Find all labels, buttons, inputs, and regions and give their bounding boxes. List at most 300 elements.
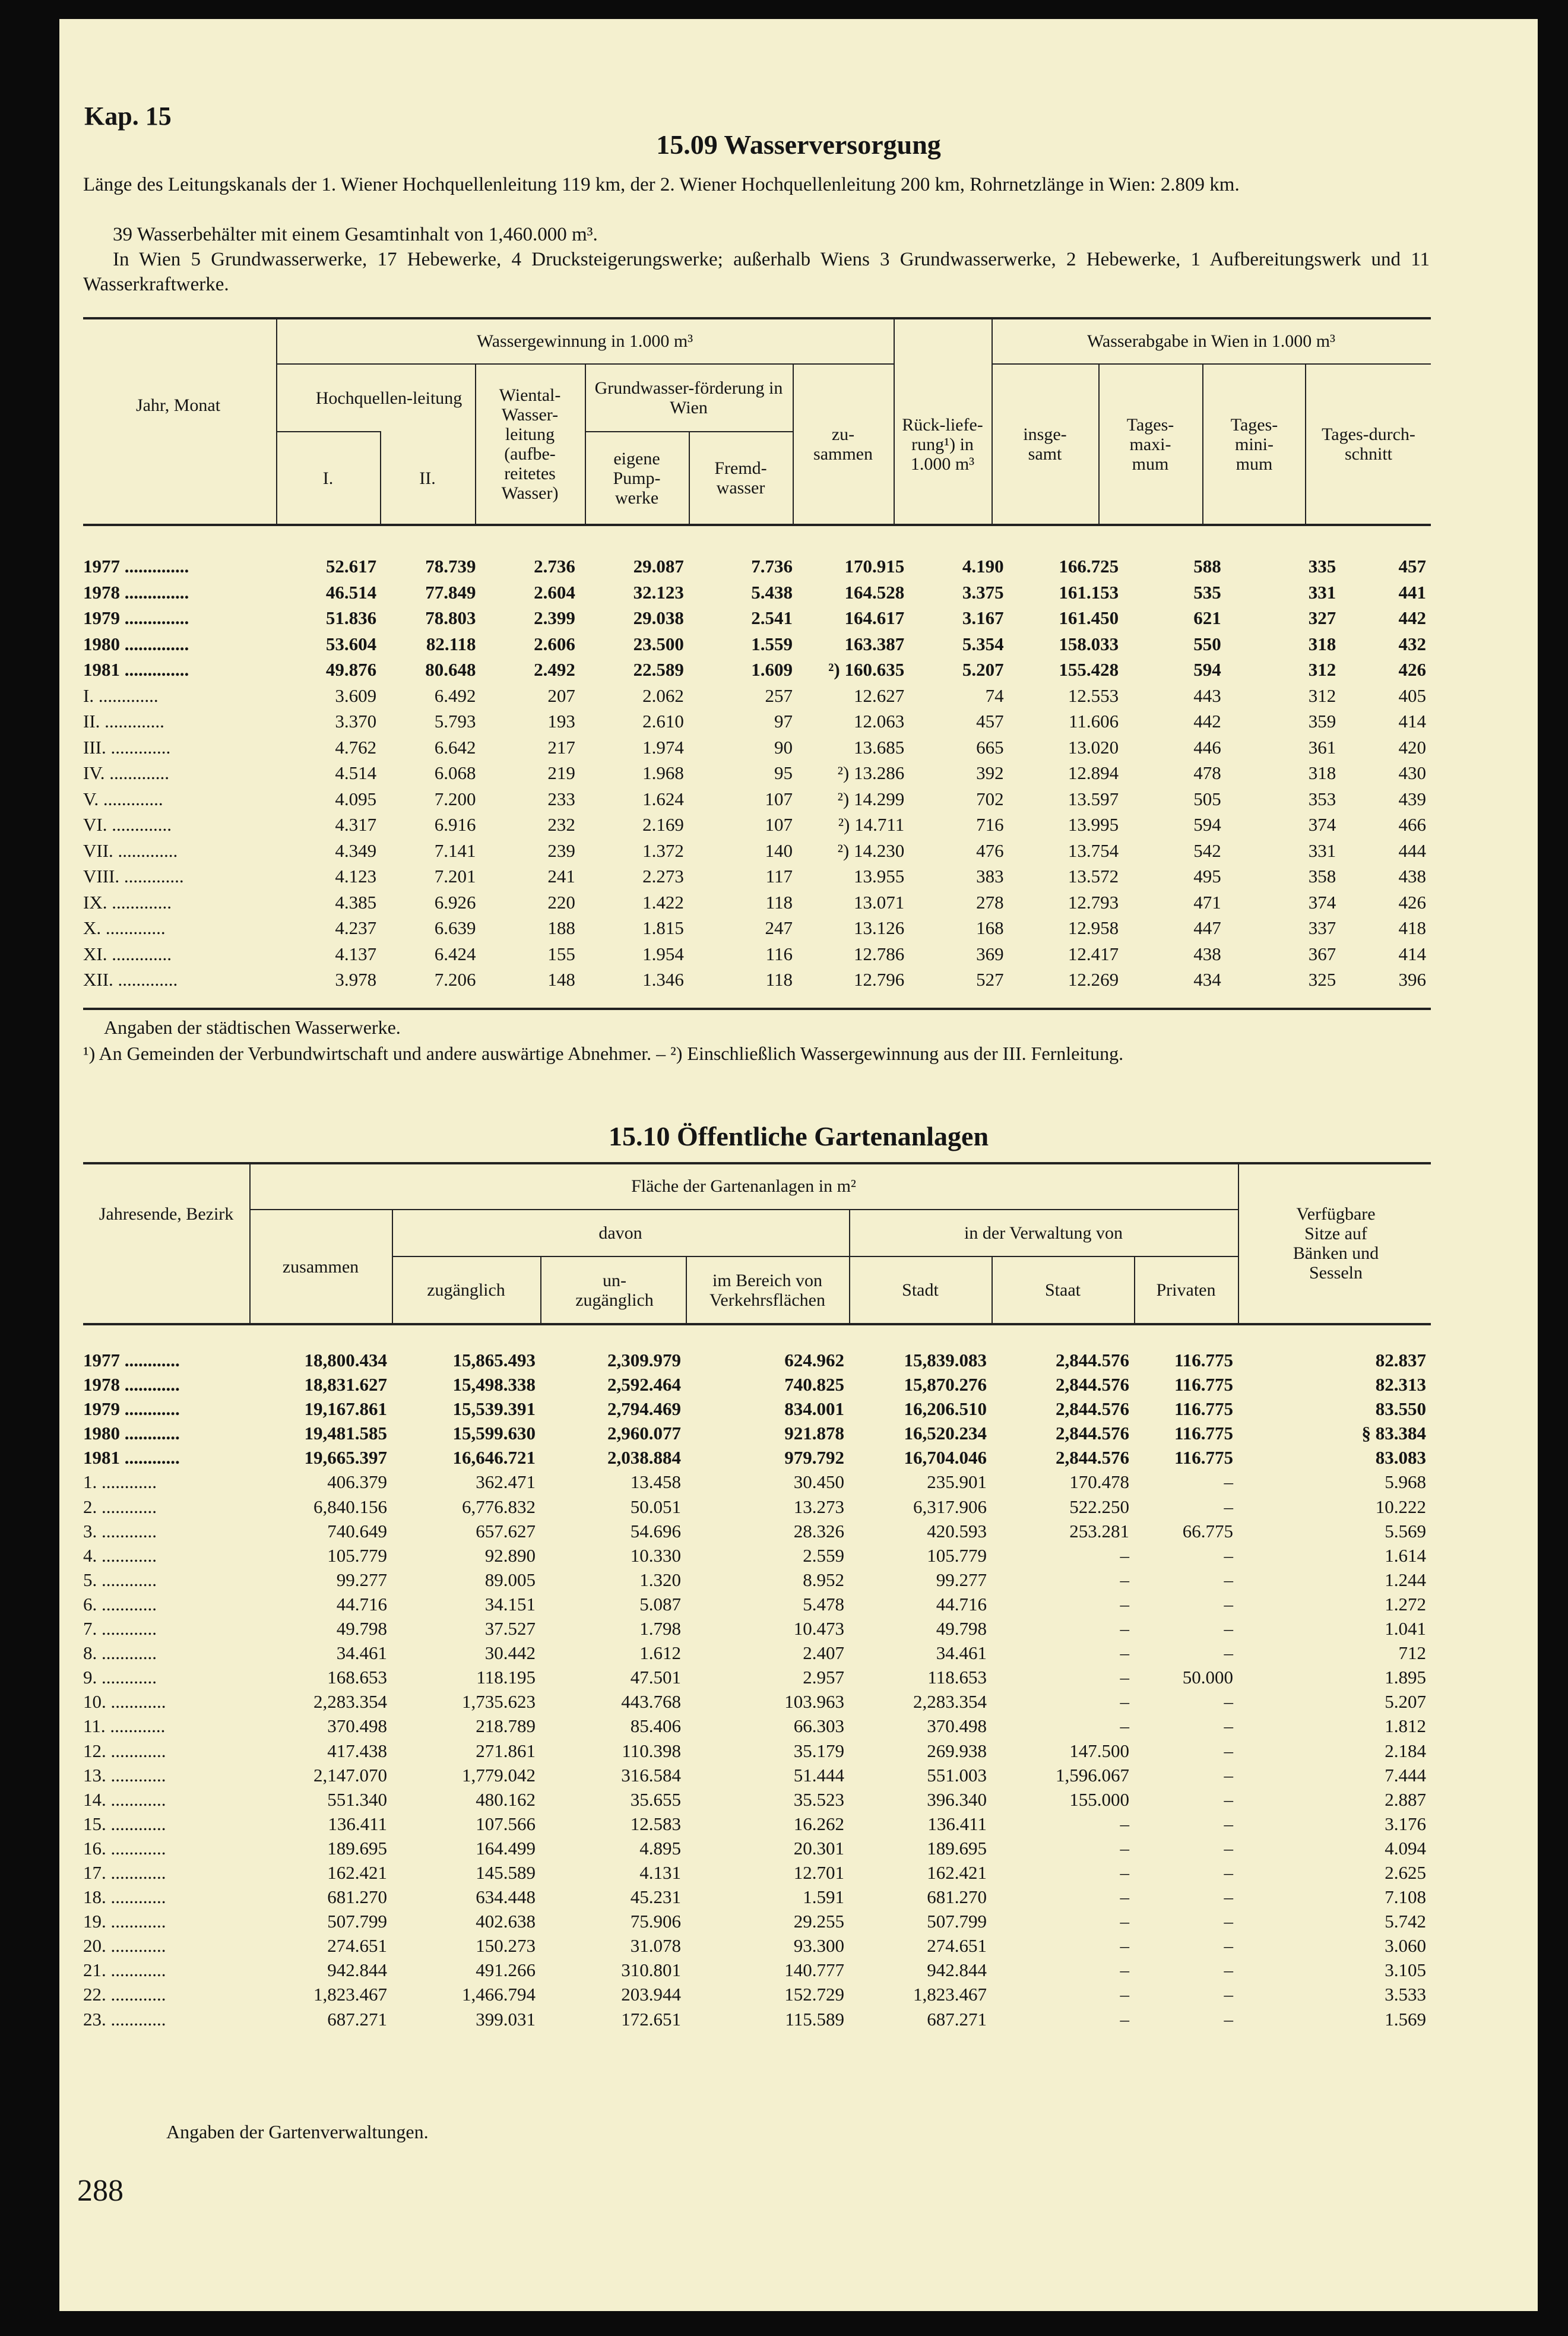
water-cell: 241 bbox=[547, 866, 575, 887]
garden-cell: 370.498 bbox=[927, 1715, 987, 1737]
garden-row-label: 1978 ............ bbox=[83, 1374, 180, 1395]
garden-cell: – bbox=[1224, 1984, 1233, 2005]
water-row bbox=[83, 967, 1431, 993]
garden-cell: 89.005 bbox=[484, 1569, 536, 1590]
water-cell: 13.071 bbox=[853, 891, 905, 913]
garden-cell: 4.895 bbox=[639, 1837, 681, 1859]
water-cell: 505 bbox=[1193, 788, 1221, 809]
garden-cell: 172.651 bbox=[621, 2008, 681, 2030]
water-cell: 312 bbox=[1308, 659, 1336, 680]
garden-cell: 15,839.083 bbox=[904, 1350, 987, 1370]
garden-cell: 85.406 bbox=[630, 1715, 681, 1737]
water-cell: 6.926 bbox=[434, 891, 476, 913]
garden-cell: 2.625 bbox=[1385, 1862, 1426, 1883]
water-cell: 7.201 bbox=[434, 866, 476, 887]
garden-cell: 7.444 bbox=[1385, 1764, 1426, 1786]
garden-row bbox=[83, 1665, 1431, 1689]
water-cell: 1.974 bbox=[642, 736, 684, 758]
water-cell: 2.606 bbox=[534, 633, 575, 654]
garden-cell: – bbox=[1120, 1715, 1129, 1737]
garden-row-label: 17. ............ bbox=[83, 1862, 166, 1883]
water-cell: 443 bbox=[1193, 685, 1221, 706]
water-col-tdurch: Tages-durch-schnitt bbox=[1322, 425, 1415, 464]
garden-cell: – bbox=[1224, 1960, 1233, 1981]
garden-cell: 1,779.042 bbox=[462, 1764, 536, 1786]
garden-table bbox=[83, 1348, 1431, 2031]
water-cell: 278 bbox=[976, 891, 1004, 913]
garden-cell: 116.775 bbox=[1174, 1350, 1233, 1370]
water-cell: 457 bbox=[976, 711, 1004, 732]
water-cell: ²) 13.286 bbox=[837, 762, 905, 783]
garden-cell: – bbox=[1120, 1667, 1129, 1688]
garden-row bbox=[83, 1763, 1431, 1787]
garden-cell: 2.887 bbox=[1385, 1789, 1426, 1810]
garden-cell: – bbox=[1224, 1813, 1233, 1834]
garden-cell: 16,704.046 bbox=[904, 1447, 987, 1468]
water-cell: 13.754 bbox=[1067, 840, 1119, 861]
garden-cell: 1,823.467 bbox=[313, 1984, 387, 2005]
garden-cell: – bbox=[1120, 1935, 1129, 1957]
garden-cell: 136.411 bbox=[927, 1813, 987, 1834]
garden-cell: 274.651 bbox=[927, 1935, 987, 1957]
garden-cell: 29.255 bbox=[793, 1911, 844, 1932]
garden-cell: 15,865.493 bbox=[452, 1350, 536, 1370]
garden-cell: 99.277 bbox=[336, 1569, 387, 1590]
water-cell: 53.604 bbox=[325, 633, 377, 654]
garden-cell: 35.523 bbox=[793, 1789, 844, 1810]
garden-cell: 402.638 bbox=[476, 1911, 536, 1932]
garden-cell: 10.222 bbox=[1375, 1496, 1426, 1517]
water-cell: 46.514 bbox=[325, 581, 377, 603]
garden-cell: 116.775 bbox=[1174, 1423, 1233, 1444]
chapter-label: Kap. 15 bbox=[84, 102, 172, 131]
garden-cell: 83.083 bbox=[1375, 1447, 1426, 1468]
water-section-title: 15.09 Wasserversorgung bbox=[656, 129, 941, 160]
water-cell: 7.200 bbox=[434, 788, 476, 809]
water-cell: 12.786 bbox=[853, 943, 905, 964]
water-cell: 542 bbox=[1193, 840, 1221, 861]
garden-cell: – bbox=[1224, 1593, 1233, 1615]
garden-cell: 1,823.467 bbox=[913, 1984, 987, 2005]
garden-cell: 35.179 bbox=[793, 1740, 844, 1761]
water-row-label: VI. ............. bbox=[83, 814, 172, 835]
water-cell: 7.206 bbox=[434, 969, 476, 990]
garden-cell: 1.591 bbox=[803, 1886, 844, 1908]
garden-cell: 150.273 bbox=[476, 1935, 536, 1957]
garden-cell: – bbox=[1224, 1886, 1233, 1908]
garden-cell: 54.696 bbox=[630, 1520, 681, 1541]
garden-cell: 31.078 bbox=[630, 1935, 681, 1957]
garden-row-label: 11. ............ bbox=[83, 1715, 166, 1737]
water-row-label: X. ............. bbox=[83, 917, 166, 938]
garden-cell: 2.559 bbox=[803, 1544, 844, 1566]
water-col-zusammen: zu-sammen bbox=[813, 425, 873, 464]
water-cell: 29.038 bbox=[633, 607, 684, 628]
garden-cell: 712 bbox=[1398, 1642, 1426, 1664]
garden-cell: 16,646.721 bbox=[452, 1447, 536, 1468]
garden-cell: 2,960.077 bbox=[607, 1423, 681, 1444]
garden-cell: 118.195 bbox=[476, 1667, 536, 1688]
water-col-rueck: Rück-liefe-rung¹) in 1.000 m³ bbox=[902, 414, 983, 474]
water-cell: 1.954 bbox=[642, 943, 684, 964]
water-cell: 2.399 bbox=[534, 607, 575, 628]
garden-cell: 399.031 bbox=[476, 2008, 536, 2030]
water-col-wiental: Wiental-Wasser-leitung (aufbe-reitetes Wasser) bbox=[499, 385, 561, 503]
water-col-tmax: Tages-maxi-mum bbox=[1126, 414, 1174, 474]
water-cell: 13.020 bbox=[1067, 736, 1119, 758]
garden-cell: 2,844.576 bbox=[1056, 1350, 1129, 1370]
water-cell: 12.627 bbox=[853, 685, 905, 706]
water-cell: 414 bbox=[1398, 711, 1426, 732]
water-col-fremd: Fremd-wasser bbox=[714, 458, 767, 498]
garden-cell: 1.798 bbox=[639, 1618, 681, 1639]
garden-col-stadt: Stadt bbox=[902, 1280, 939, 1300]
water-cell: 74 bbox=[985, 685, 1004, 706]
water-cell: 527 bbox=[976, 969, 1004, 990]
water-cell: 439 bbox=[1398, 788, 1426, 809]
garden-cell: 1.812 bbox=[1385, 1715, 1426, 1737]
water-cell: 327 bbox=[1308, 607, 1336, 628]
water-cell: 29.087 bbox=[633, 556, 684, 577]
garden-cell: 16.262 bbox=[793, 1813, 844, 1834]
water-cell: 51.836 bbox=[325, 607, 377, 628]
water-cell: 588 bbox=[1193, 556, 1221, 577]
water-col-grundwasser: Grundwasser-förderung in Wien bbox=[594, 378, 783, 417]
water-cell: 82.118 bbox=[426, 633, 476, 654]
garden-cell: 140.777 bbox=[784, 1960, 844, 1981]
water-col-jahr: Jahr, Monat bbox=[135, 395, 221, 415]
water-cell: 1.372 bbox=[642, 840, 684, 861]
garden-cell: – bbox=[1224, 1911, 1233, 1932]
garden-row-label: 7. ............ bbox=[83, 1618, 157, 1639]
water-cell: 621 bbox=[1193, 607, 1221, 628]
garden-col-verkehr: im Bereich von Verkehrsflächen bbox=[709, 1270, 825, 1310]
water-cell: 5.354 bbox=[962, 633, 1004, 654]
garden-cell: 316.584 bbox=[621, 1764, 681, 1786]
water-cell: 318 bbox=[1308, 633, 1336, 654]
water-cell: ²) 14.299 bbox=[837, 788, 905, 809]
water-cell: 78.803 bbox=[425, 607, 476, 628]
garden-cell: 147.500 bbox=[1069, 1740, 1129, 1761]
water-row-label: III. ............. bbox=[83, 736, 171, 758]
water-cell: 4.385 bbox=[335, 891, 377, 913]
garden-row bbox=[83, 1421, 1431, 1445]
garden-cell: 1,735.623 bbox=[462, 1691, 536, 1713]
water-cell: 6.916 bbox=[434, 814, 476, 835]
garden-cell: 396.340 bbox=[927, 1789, 987, 1810]
water-cell: 13.572 bbox=[1067, 866, 1119, 887]
garden-col-flaeche: Fläche der Gartenanlagen in m² bbox=[631, 1176, 856, 1196]
garden-row-label: 16. ............ bbox=[83, 1837, 166, 1859]
water-cell: 444 bbox=[1398, 840, 1426, 861]
water-cell: 247 bbox=[765, 917, 793, 938]
garden-cell: 2.407 bbox=[803, 1642, 844, 1664]
garden-cell: – bbox=[1120, 1618, 1129, 1639]
garden-cell: 406.379 bbox=[327, 1471, 387, 1493]
garden-col-bezirk: Jahresende, Bezirk bbox=[99, 1204, 234, 1224]
water-cell: 466 bbox=[1398, 814, 1426, 835]
garden-cell: 15,599.630 bbox=[452, 1423, 536, 1444]
garden-row-label: 21. ............ bbox=[83, 1960, 166, 1981]
water-cell: 80.648 bbox=[425, 659, 476, 680]
garden-col-verwaltung: in der Verwaltung von bbox=[964, 1223, 1123, 1243]
garden-row-label: 4. ............ bbox=[83, 1544, 157, 1566]
water-cell: 331 bbox=[1308, 581, 1336, 603]
garden-cell: 162.421 bbox=[327, 1862, 387, 1883]
water-cell: 2.736 bbox=[534, 556, 575, 577]
garden-row bbox=[83, 1958, 1431, 1982]
water-cell: 430 bbox=[1398, 762, 1426, 783]
water-cell: 170.915 bbox=[844, 556, 905, 577]
garden-cell: 10.473 bbox=[793, 1618, 844, 1639]
garden-cell: 44.716 bbox=[336, 1593, 387, 1615]
water-cell: 12.796 bbox=[853, 969, 905, 990]
water-row-label: IV. ............. bbox=[83, 762, 169, 783]
water-cell: 318 bbox=[1308, 762, 1336, 783]
water-cell: 116 bbox=[765, 943, 793, 964]
garden-cell: 2,844.576 bbox=[1056, 1374, 1129, 1395]
garden-cell: 657.627 bbox=[476, 1520, 536, 1541]
garden-cell: 551.003 bbox=[927, 1764, 987, 1786]
garden-cell: 45.231 bbox=[630, 1886, 681, 1908]
garden-cell: 1.569 bbox=[1385, 2008, 1426, 2030]
garden-cell: 5.569 bbox=[1385, 1520, 1426, 1541]
water-row-label: 1977 .............. bbox=[83, 556, 189, 577]
garden-cell: 116.775 bbox=[1174, 1374, 1233, 1395]
water-row bbox=[83, 605, 1431, 631]
garden-cell: 624.962 bbox=[784, 1350, 844, 1370]
water-cell: 4.762 bbox=[335, 736, 377, 758]
water-cell: 374 bbox=[1308, 891, 1336, 913]
water-cell: 168 bbox=[976, 917, 1004, 938]
water-cell: 207 bbox=[547, 685, 575, 706]
garden-cell: 105.779 bbox=[327, 1544, 387, 1566]
garden-cell: 271.861 bbox=[476, 1740, 536, 1761]
water-cell: 358 bbox=[1308, 866, 1336, 887]
water-cell: 95 bbox=[774, 762, 793, 783]
water-cell: 4.514 bbox=[335, 762, 377, 783]
water-row-label: 1978 .............. bbox=[83, 581, 189, 603]
garden-cell: 5.742 bbox=[1385, 1911, 1426, 1932]
water-cell: 155.428 bbox=[1059, 659, 1119, 680]
garden-cell: 75.906 bbox=[630, 1911, 681, 1932]
water-cell: 353 bbox=[1308, 788, 1336, 809]
garden-cell: – bbox=[1120, 1984, 1129, 2005]
water-col-eigene: eigene Pump-werke bbox=[613, 448, 661, 508]
water-cell: 90 bbox=[774, 736, 793, 758]
garden-cell: – bbox=[1120, 2008, 1129, 2030]
water-cell: 6.642 bbox=[434, 736, 476, 758]
water-row-label: XI. ............. bbox=[83, 943, 172, 964]
garden-cell: 2,038.884 bbox=[607, 1447, 681, 1468]
garden-cell: 687.271 bbox=[327, 2008, 387, 2030]
garden-col-staat: Staat bbox=[1045, 1280, 1081, 1300]
garden-cell: 92.890 bbox=[484, 1544, 536, 1566]
garden-cell: 2,794.469 bbox=[607, 1398, 681, 1420]
garden-cell: 310.801 bbox=[621, 1960, 681, 1981]
garden-cell: 34.461 bbox=[336, 1642, 387, 1664]
garden-cell: – bbox=[1224, 1691, 1233, 1713]
water-col-insgesamt: insge-samt bbox=[1023, 425, 1067, 464]
water-cell: 434 bbox=[1193, 969, 1221, 990]
water-cell: 446 bbox=[1193, 736, 1221, 758]
water-cell: 4.317 bbox=[335, 814, 377, 835]
water-row-label: 1981 .............. bbox=[83, 659, 189, 680]
garden-row bbox=[83, 1372, 1431, 1397]
water-cell: 23.500 bbox=[633, 633, 684, 654]
garden-cell: 35.655 bbox=[630, 1789, 681, 1810]
water-cell: 97 bbox=[774, 711, 793, 732]
water-cell: 164.528 bbox=[844, 581, 905, 603]
water-row bbox=[83, 941, 1431, 967]
water-cell: 193 bbox=[547, 711, 575, 732]
water-cell: 118 bbox=[765, 969, 793, 990]
water-cell: 12.417 bbox=[1067, 943, 1119, 964]
garden-cell: – bbox=[1224, 1544, 1233, 1566]
garden-row bbox=[83, 1714, 1431, 1738]
water-cell: 4.237 bbox=[335, 917, 377, 938]
water-cell: 219 bbox=[547, 762, 575, 783]
water-cell: 535 bbox=[1193, 581, 1221, 603]
water-cell: 383 bbox=[976, 866, 1004, 887]
water-cell: 312 bbox=[1308, 685, 1336, 706]
garden-cell: 420.593 bbox=[927, 1520, 987, 1541]
garden-cell: 2,309.979 bbox=[607, 1350, 681, 1370]
water-cell: 6.492 bbox=[434, 685, 476, 706]
garden-cell: 253.281 bbox=[1069, 1520, 1129, 1541]
garden-col-davon: davon bbox=[598, 1223, 642, 1243]
water-col-gewinnung: Wassergewinnung in 1.000 m³ bbox=[476, 331, 693, 351]
water-cell: 6.424 bbox=[434, 943, 476, 964]
garden-cell: – bbox=[1120, 1911, 1129, 1932]
garden-row bbox=[83, 1592, 1431, 1616]
water-intro-3: In Wien 5 Grundwasserwerke, 17 Hebewerke, 4 Drucksteigerungswerke; außerhalb Wiens 3 Grundwasserwerke, 2 Hebewerke, 1 Aufbereitungswerk und 11 Wasserkraftwerke. bbox=[83, 249, 1430, 295]
water-cell: 188 bbox=[547, 917, 575, 938]
water-cell: 2.492 bbox=[534, 659, 575, 680]
water-cell: 164.617 bbox=[844, 607, 905, 628]
garden-cell: 18,831.627 bbox=[304, 1374, 387, 1395]
water-row-label: VII. ............. bbox=[83, 840, 178, 861]
water-cell: 4.123 bbox=[335, 866, 377, 887]
water-cell: 3.375 bbox=[962, 581, 1004, 603]
water-cell: 2.604 bbox=[534, 581, 575, 603]
water-cell: 2.610 bbox=[642, 711, 684, 732]
garden-cell: 170.478 bbox=[1069, 1471, 1129, 1493]
water-cell: 426 bbox=[1398, 659, 1426, 680]
water-cell: 32.123 bbox=[633, 581, 684, 603]
garden-row bbox=[83, 2007, 1431, 2031]
garden-cell: 942.844 bbox=[927, 1960, 987, 1981]
water-row bbox=[83, 580, 1431, 606]
water-cell: 495 bbox=[1193, 866, 1221, 887]
garden-row-label: 15. ............ bbox=[83, 1813, 166, 1834]
garden-cell: 116.775 bbox=[1174, 1398, 1233, 1420]
garden-row-label: 10. ............ bbox=[83, 1691, 166, 1713]
water-cell: 3.609 bbox=[335, 685, 377, 706]
water-footnote: ¹) An Gemeinden der Verbundwirtschaft und andere auswärtige Abnehmer. – ²) Einschließlich Wassergewinnung aus der III. Fernleitung. bbox=[83, 1043, 1124, 1064]
garden-cell: 19,481.585 bbox=[304, 1423, 387, 1444]
water-cell: 3.167 bbox=[962, 607, 1004, 628]
garden-cell: 47.501 bbox=[630, 1667, 681, 1688]
garden-cell: – bbox=[1224, 1740, 1233, 1761]
water-cell: 702 bbox=[976, 788, 1004, 809]
garden-cell: 83.550 bbox=[1375, 1398, 1426, 1420]
garden-cell: 189.695 bbox=[927, 1837, 987, 1859]
water-cell: 4.190 bbox=[962, 556, 1004, 577]
garden-cell: 110.398 bbox=[622, 1740, 681, 1761]
garden-cell: 2.957 bbox=[803, 1667, 844, 1688]
garden-cell: 99.277 bbox=[936, 1569, 987, 1590]
garden-row-label: 19. ............ bbox=[83, 1911, 166, 1932]
water-row bbox=[83, 553, 1431, 580]
garden-cell: – bbox=[1224, 1569, 1233, 1590]
water-row bbox=[83, 735, 1431, 761]
garden-row bbox=[83, 1787, 1431, 1812]
garden-cell: – bbox=[1224, 1642, 1233, 1664]
water-cell: 163.387 bbox=[844, 633, 905, 654]
water-cell: 155 bbox=[547, 943, 575, 964]
garden-cell: 634.448 bbox=[476, 1886, 536, 1908]
water-cell: 1.815 bbox=[642, 917, 684, 938]
garden-cell: 3.060 bbox=[1385, 1935, 1426, 1957]
garden-cell: 362.471 bbox=[476, 1471, 536, 1493]
garden-cell: 1.320 bbox=[639, 1569, 681, 1590]
water-cell: 1.624 bbox=[642, 788, 684, 809]
garden-cell: 480.162 bbox=[476, 1789, 536, 1810]
garden-section-title: 15.10 Öffentliche Gartenanlagen bbox=[608, 1121, 989, 1151]
garden-row bbox=[83, 1836, 1431, 1860]
garden-cell: 16,206.510 bbox=[904, 1398, 987, 1420]
garden-row-label: 13. ............ bbox=[83, 1764, 166, 1786]
garden-cell: 5.207 bbox=[1385, 1691, 1426, 1713]
page-number: 288 bbox=[77, 2174, 123, 2208]
water-col-h1: I. bbox=[322, 468, 334, 488]
water-cell: 22.589 bbox=[633, 659, 684, 680]
garden-row bbox=[83, 1397, 1431, 1421]
garden-cell: – bbox=[1224, 1862, 1233, 1883]
water-cell: 13.597 bbox=[1067, 788, 1119, 809]
garden-cell: 20.301 bbox=[793, 1837, 844, 1859]
garden-cell: 218.789 bbox=[476, 1715, 536, 1737]
garden-cell: 687.271 bbox=[927, 2008, 987, 2030]
garden-cell: 274.651 bbox=[327, 1935, 387, 1957]
garden-cell: 12.701 bbox=[793, 1862, 844, 1883]
water-cell: 438 bbox=[1193, 943, 1221, 964]
water-cell: 117 bbox=[765, 866, 793, 887]
garden-cell: § 83.384 bbox=[1361, 1423, 1426, 1444]
garden-cell: 2.184 bbox=[1385, 1740, 1426, 1761]
garden-cell: 1.895 bbox=[1385, 1667, 1426, 1688]
water-row-label: VIII. ............. bbox=[83, 866, 184, 887]
water-col-hochquellen: Hochquellen-leitung bbox=[315, 388, 463, 408]
garden-cell: 3.105 bbox=[1385, 1960, 1426, 1981]
garden-source: Angaben der Gartenverwaltungen. bbox=[166, 2121, 429, 2142]
water-cell: 6.068 bbox=[434, 762, 476, 783]
water-cell: 2.169 bbox=[642, 814, 684, 835]
garden-row-label: 1980 ............ bbox=[83, 1423, 180, 1444]
garden-cell: – bbox=[1120, 1642, 1129, 1664]
garden-cell: 522.250 bbox=[1069, 1496, 1129, 1517]
water-row bbox=[83, 890, 1431, 916]
garden-cell: 10.330 bbox=[630, 1544, 681, 1566]
water-cell: 2.062 bbox=[642, 685, 684, 706]
garden-cell: 6,776.832 bbox=[462, 1496, 536, 1517]
garden-cell: 152.729 bbox=[784, 1984, 844, 2005]
garden-cell: – bbox=[1224, 1764, 1233, 1786]
water-cell: 438 bbox=[1398, 866, 1426, 887]
garden-row-label: 1981 ............ bbox=[83, 1447, 180, 1468]
water-cell: 414 bbox=[1398, 943, 1426, 964]
